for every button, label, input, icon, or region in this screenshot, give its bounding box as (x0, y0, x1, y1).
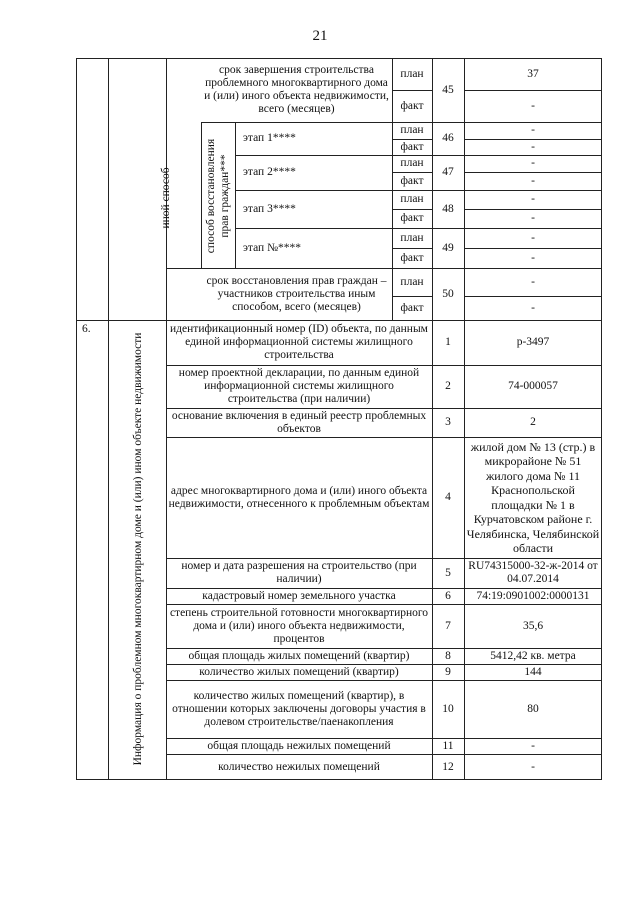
fact-value: - (531, 99, 535, 112)
plan-label: план (400, 193, 424, 205)
row-number: 9 (445, 665, 451, 678)
fact-value: - (531, 140, 535, 153)
field-value: 5412,42 кв. метра (490, 649, 576, 662)
row-number: 7 (445, 619, 451, 632)
field-value: жилой дом № 13 (стр.) в микрорайоне № 51 жилого дома № 11 Краснопольской площадки № 1 в Курчатовском районе г. Челябинска, Челябинской области (466, 439, 600, 555)
plan-value: - (531, 193, 535, 205)
field-value: RU74315000-32-ж-2014 от 04.07.2014 (468, 560, 598, 585)
row-number: 8 (445, 649, 451, 662)
field-value: 144 (524, 665, 542, 678)
field-label: номер и дата разрешения на строительство (при наличии) (181, 560, 417, 585)
plan-label: план (400, 124, 424, 136)
plan-value: - (531, 231, 535, 244)
field-value: 35,6 (522, 619, 544, 632)
method-label: иной способ (159, 167, 172, 229)
row-number: 48 (442, 202, 454, 215)
fact-label: факт (400, 251, 424, 264)
field-value: - (531, 739, 535, 752)
row-number: 49 (442, 241, 454, 254)
plan-label: план (400, 67, 424, 80)
section-number: 6. (82, 322, 91, 335)
row-number: 12 (442, 760, 454, 773)
restore-method-label: способ восстановления прав граждан*** (205, 138, 231, 254)
page-number: 21 (312, 28, 328, 44)
plan-label: план (400, 275, 424, 288)
fact-label: факт (400, 212, 424, 224)
row-number: 3 (445, 416, 451, 428)
stage-label: этап №**** (243, 241, 302, 254)
field-label: количество нежилых помещений (218, 760, 380, 773)
field-value: - (531, 760, 535, 773)
field-value: 2 (530, 416, 536, 428)
field-label: общая площадь жилых помещений (квартир) (188, 649, 410, 662)
fact-value: - (531, 251, 535, 264)
plan-value: - (531, 275, 535, 288)
field-label: основание включения в единый реестр проблемных объектов (171, 409, 427, 435)
fact-value: - (531, 301, 535, 314)
section-side-label: Информация о проблемном многоквартирном доме и (или) ином объекте недвижимости (131, 332, 144, 766)
stage-label: этап 1**** (243, 132, 296, 144)
row-number: 1 (445, 336, 451, 348)
row-number: 4 (445, 491, 451, 503)
field-label: общая площадь нежилых помещений (207, 739, 391, 752)
row-number: 11 (442, 739, 454, 752)
plan-value: - (531, 124, 535, 136)
field-label: кадастровый номер земельного участка (202, 589, 396, 602)
plan-value: - (531, 157, 535, 169)
fact-value: - (531, 212, 535, 224)
field-value: 74-000057 (508, 380, 558, 392)
stage-label: этап 3**** (243, 202, 296, 215)
plan-label: план (400, 231, 424, 244)
row-number: 2 (445, 380, 451, 392)
row-number: 5 (445, 566, 451, 579)
row-number: 47 (442, 166, 454, 178)
field-label: количество жилых помещений (квартир) (199, 665, 399, 678)
row-number: 10 (442, 702, 454, 715)
row-number: 45 (442, 83, 454, 96)
fact-value: - (531, 174, 535, 187)
field-label: адрес многоквартирного дома и (или) иного объекта недвижимости, отнесенного к проблемным объектам (168, 484, 430, 510)
field-label: количество жилых помещений (квартир), в отношении которых заключены договоры участия в долевом строительстве/паенакопления (172, 689, 426, 728)
col-line (108, 58, 109, 780)
fact-label: факт (400, 140, 424, 153)
stage-label: этап 2**** (243, 166, 296, 178)
plan-value: 37 (527, 67, 539, 80)
fact-label: факт (400, 174, 424, 187)
field-label: идентификационный номер (ID) объекта, по данным единой информационной системы жилищного строительства (170, 323, 428, 361)
fact-label: факт (400, 301, 424, 314)
row-number: 50 (442, 287, 454, 300)
field-label: степень строительной готовности многоквартирного дома и (или) иного объекта недвижимости, процентов (169, 606, 429, 645)
field-label: номер проектной декларации, по данным единой информационной системы жилищного строительства (при наличии) (178, 367, 420, 405)
plan-label: план (400, 157, 424, 169)
fact-label: факт (400, 99, 424, 112)
restore-period-label: срок восстановления прав граждан – участников строительства иным способом, всего (месяцев) (206, 274, 387, 313)
completion-label: срок завершения строительства проблемного многоквартирного дома и (или) иного объекта недвижимости, всего (месяцев) (204, 64, 389, 115)
row-number: 46 (442, 132, 454, 144)
field-value: 74:19:0901002:0000131 (476, 589, 590, 602)
field-value: 80 (527, 702, 539, 715)
row-number: 6 (445, 589, 451, 602)
field-value: р-3497 (516, 336, 550, 348)
